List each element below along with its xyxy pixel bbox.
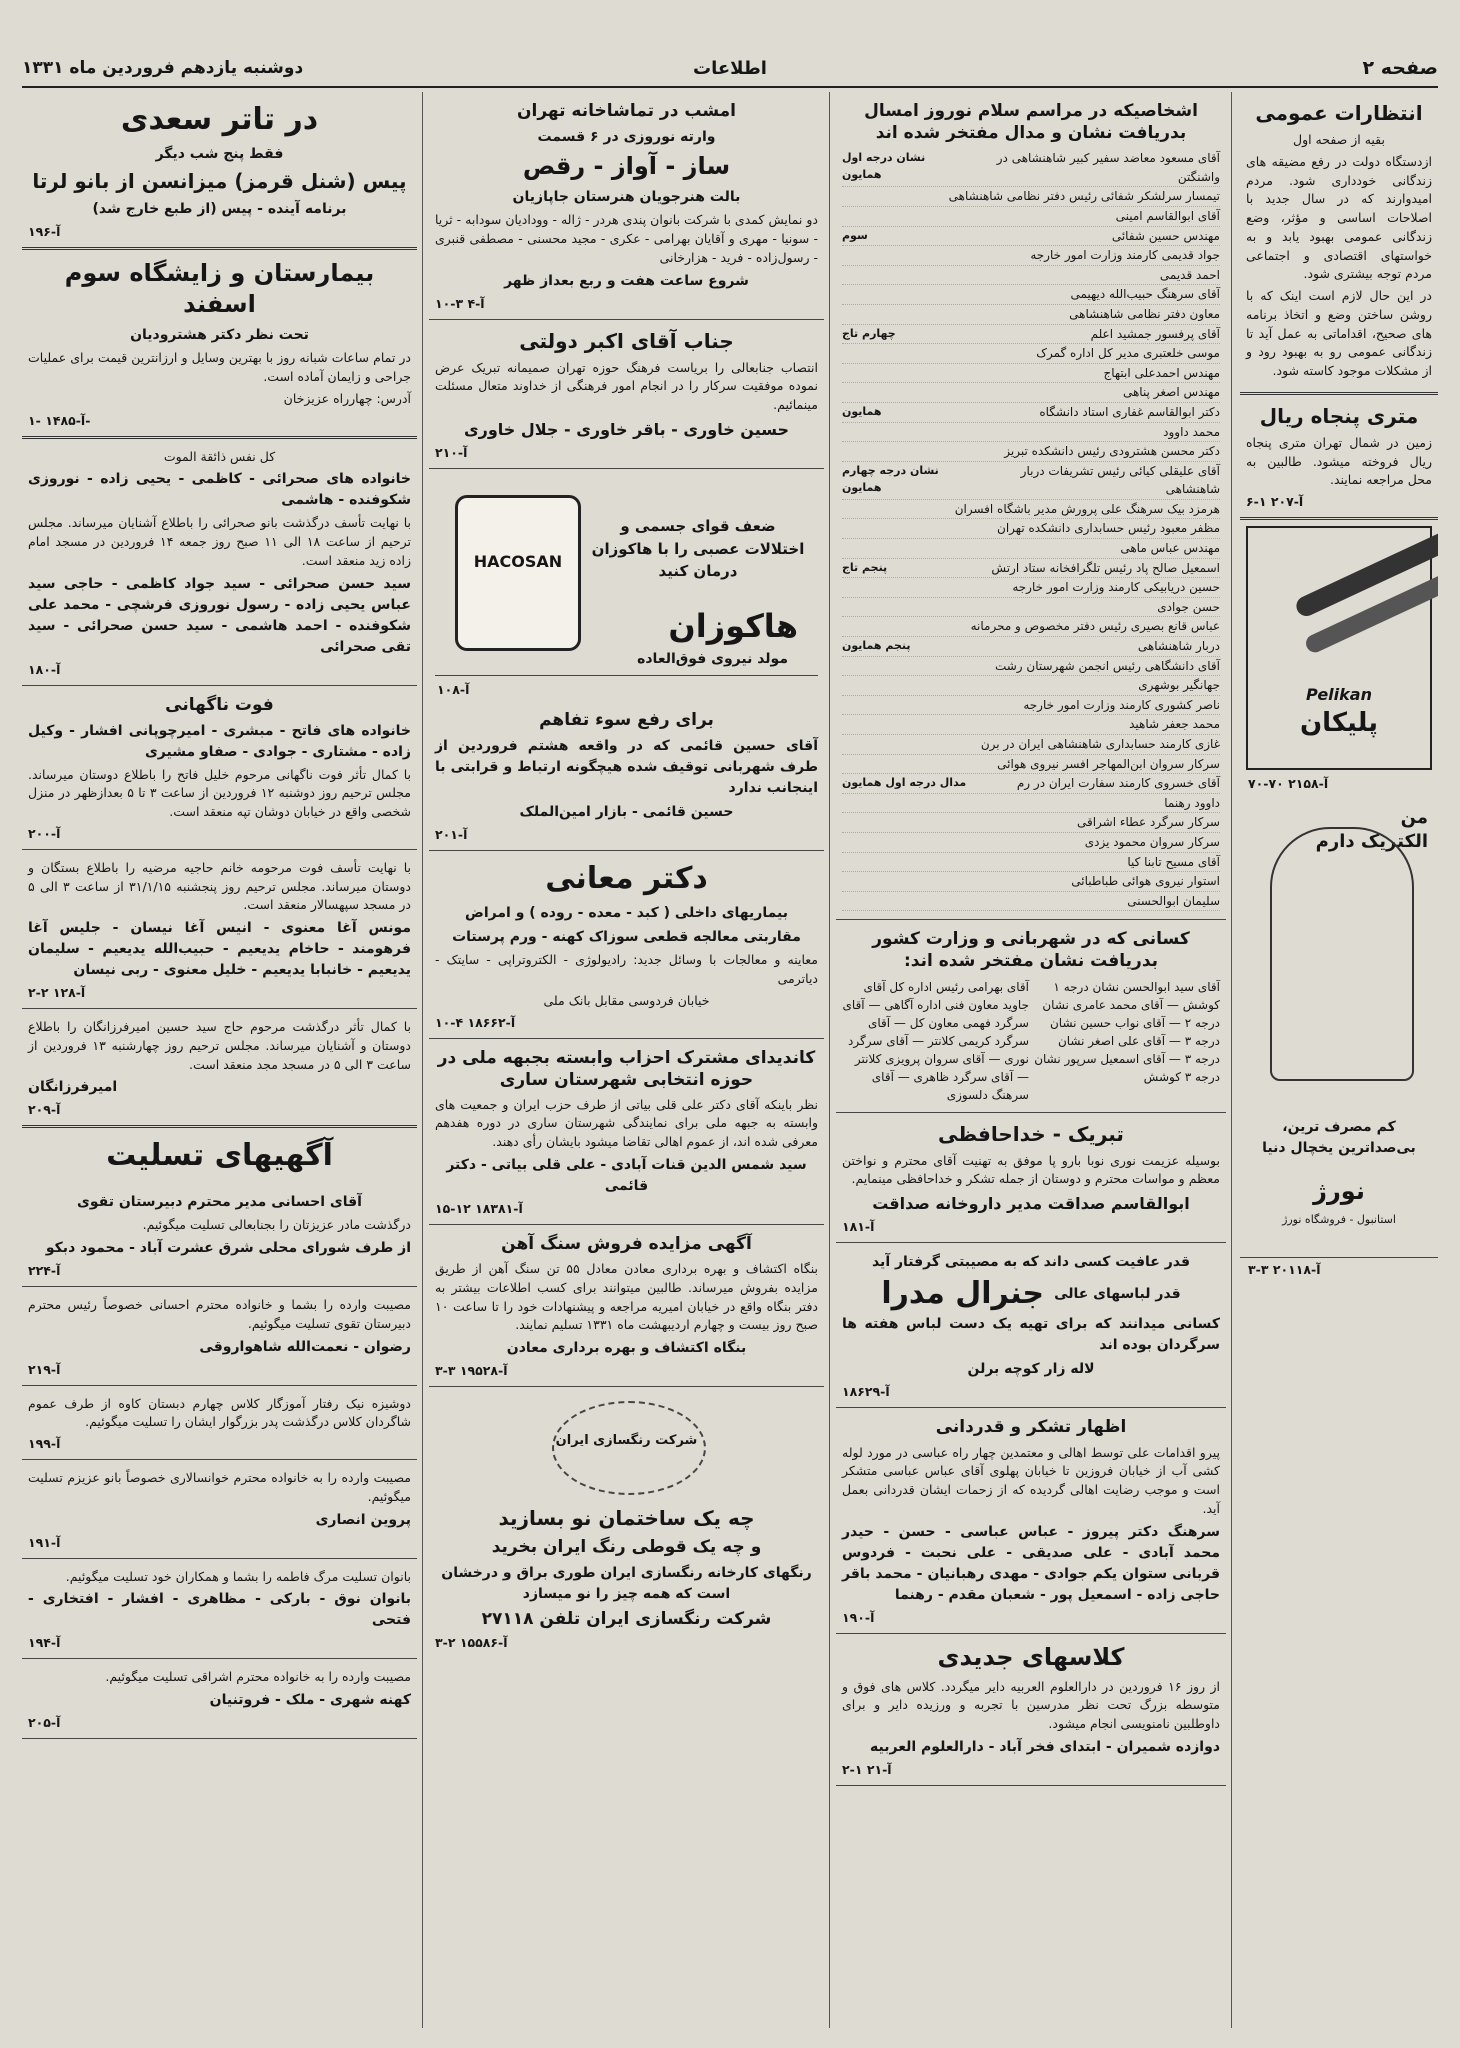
medal-row [842, 794, 1220, 814]
medal-grade: نشان درجه اول همایون [842, 151, 926, 182]
page-number: صفحه ۲ [1362, 57, 1438, 79]
column-4 [22, 92, 417, 2028]
notice-body: آقای حسین قائمی که در واقعه هشتم فروردین از طرف شهربانی توقیف شده هیچگونه ارتباط و قرابتی با اینجانب ندارد [435, 738, 818, 797]
medal-row [842, 559, 1220, 579]
ad-headline: چه یک ساختمان نو بسازید [498, 1506, 755, 1531]
medal-grade: سوم [842, 228, 868, 242]
tin-label: HACOSAN [473, 552, 563, 572]
saadi-theater-ad [22, 92, 417, 250]
ad-title: تبریک - خداحافظی [938, 1121, 1124, 1146]
land-ad [1240, 395, 1438, 520]
ad-ref: آ-۲۰۱۱۸ ۳-۳ [1248, 1262, 1321, 1277]
column-rule [829, 92, 830, 2028]
medal-row [842, 637, 1220, 657]
condolence-item [22, 1559, 417, 1660]
ad-ref: آ-۱۵۵۸۶ ۲-۳ [435, 1635, 508, 1651]
ad-title: متری پنجاه ریال [1259, 403, 1419, 428]
paper-name: اطلاعات [693, 57, 767, 79]
medal-recipient: سرکار سرگرد عطاء اشراقی [1076, 815, 1220, 830]
medal-recipient: آقای ابوالقاسم امینی [1115, 208, 1220, 223]
notice-body: با کمال تأثر درگذشت مرحوم حاج سید حسین امیرفرزانگان را باطلاع دوستان و آشنایان میرساند. مجلس ترحیم روز چهارشنبه ۱۳ فروردین از ساعت ۳ الی ۵ در مسجد مجد منعقد است. [28, 1019, 412, 1072]
medal-row [842, 305, 1220, 325]
notice-body: با نهایت تأسف فوت مرحومه خانم حاجیه مرضیه را باطلاع بستگان و دوستان میرساند. مجلس ترحیم روز پنجشنبه ۳۱/۱/۱۵ از ساعت ۳ الی ۵ در مسجد سپهسالار منعقد است. [28, 859, 411, 913]
tehran-theater-ad [429, 92, 824, 320]
medal-recipient: معاون دفتر نظامی شاهنشاهی [1069, 306, 1220, 321]
notice-signature: سید حسن صحرائی - سید جواد کاظمی - حاجی سید عباس یحیی زاده - رسول نوروزی فرشچی - محمد علی شکوفنده - احمد هاشمی - سید حسن صحرائی - سید تقی صحرائی [28, 575, 411, 655]
medal-grade: پنجم تاج [842, 560, 888, 574]
medal-recipient: مهندس اصغر پناهی [1122, 385, 1220, 400]
mourning-notice [22, 1009, 417, 1128]
column-2 [836, 92, 1226, 2028]
ad-body: بوسیله عزیمت نوری نوبا بارو پا موفق به تهنیت آقای محترم و نواختن معظم و مواسات محترم و دوستان از جمله تشکر و خداحافظی مینمایم. [842, 1152, 1220, 1187]
mourning-notice [22, 850, 417, 1009]
brand-name: هاکوزان [668, 607, 798, 646]
ad-ref: آ-۱۸۶۶۲ ۴-۱۰ [435, 1014, 516, 1030]
medal-row [842, 735, 1220, 755]
medal-row [842, 813, 1220, 833]
medal-recipient: آقای مسیح تابنا کیا [1127, 854, 1220, 869]
article-body: ازدستگاه دولت در رفع مضیقه های زندگانی خودداری شود. مردم امیدوارند که در سال جدید با اصلاحات اساسی و مؤثر، وضع زندگانی عمومی بهبود یابد و به خواستهای اقتصادی و اجتماعی مردم توجه بیشتری شود. [1246, 153, 1432, 282]
ad-signature: حسین خاوری - باقر خاوری - جلال خاوری [463, 419, 790, 439]
medal-grade: نشان درجه چهارم همایون [842, 463, 939, 494]
ad-headline: پیس (شنل قرمز) میزانسن از بانو لرتا [32, 169, 407, 193]
medal-recipient: استوار نیروی هوائی طباطبائی [1071, 874, 1220, 889]
medal-recipient: غازی کارمند حسابداری شاهنشاهی ایران در برن [980, 737, 1220, 751]
ad-line: قدر عافیت کسی داند که به مصیبتی گرفتار آید [871, 1254, 1191, 1271]
medal-grade: همایون [842, 404, 882, 418]
medal-recipient: دکتر ابوالقاسم غفاری استاد دانشگاه [1039, 404, 1220, 419]
column-rule [422, 92, 423, 2028]
ad-headline: و چه یک قوطی رنگ ایران بخرید [491, 1537, 762, 1558]
condolence-section [22, 1136, 417, 1739]
medal-recipient: اسمعیل صالح پاد رئیس تلگرافخانه ستاد ارتش [991, 560, 1220, 575]
article-body: در این حال لازم است اینک که با روشن ساختن وضع و اتخاذ برنامه های صحیح، اقداماتی به عمل آید تا زندگانی عمومی رو به بهبود رود و از مشکلات موجود کاسته شود. [1246, 288, 1432, 378]
medal-row [842, 774, 1220, 794]
doctor-name: دکتر معانی [545, 861, 708, 897]
notice-signature: امیرفرزانگان [28, 1079, 118, 1096]
condolence-ref: آ-۱۹۱ [28, 1534, 61, 1550]
medal-recipient: هرمزد بیک سرهنگ علی پرورش مدیر باشگاه افسران [954, 501, 1220, 516]
ad-sub: وارته نوروزی در ۶ قسمت [537, 129, 716, 146]
medal-recipient: دکتر محسن هشترودی رئیس دانشکده تبریز [1004, 444, 1220, 459]
ad-ref: آ-۱۸۶۲۹ [842, 1384, 890, 1400]
ad-ref: آ-۱۸۱ [842, 1219, 875, 1235]
ad-body: زمین در شمال تهران متری پنجاه ریال فروخته میشود. طالبین به محل مراجعه نمایند. [1246, 434, 1432, 488]
notice-sub: خانواده های فاتح - مبشری - امیرچوپانی افشار - وکیل زاده - مشتاری - جوادی - صفاو مشیری [28, 722, 411, 760]
article-sub: بقیه از صفحه اول [1292, 132, 1385, 147]
medal-row [842, 325, 1220, 345]
notice-body: با نهایت تأسف درگذشت بانو صحرائی را باطلاع آشنایان میرساند. مجلس ترحیم از ساعت ۱۸ الی ۱۱ صبح روز جمعه ۱۴ فروردین در مسجد امام زاده زید منعقد است. [28, 515, 411, 568]
congrats-ad [836, 1113, 1226, 1244]
ad-body: در تمام ساعات شبانه روز با بهترین وسایل و ارزانترین قیمت برای عملیات جراحی و زایمان آماده است. [28, 350, 411, 385]
issue-date: دوشنبه یازدهم فروردین ماه ۱۳۳۱ [22, 58, 304, 78]
condolence-ref: آ-۱۹۹ [28, 1436, 61, 1452]
ad-ref: آ-۱۹۵۲۸ ۳-۳ [435, 1363, 508, 1379]
ad-title: کاندیدای مشترک احزاب وابسته بجبهه ملی در حوزه انتخابی شهرستان ساری [437, 1047, 816, 1090]
medal-row [842, 696, 1220, 716]
ad-ref: آ-۴ ۳-۱۰ [435, 295, 485, 311]
ad-address: لاله زار کوچه برلن [967, 1361, 1095, 1378]
medal-row [842, 149, 1220, 187]
condolence-ref: آ-۲۱۹ [28, 1361, 61, 1377]
ad-title: آگهی مزایده فروش سنگ آهن [501, 1233, 752, 1254]
medal-row [842, 598, 1220, 618]
condolence-item [22, 1183, 417, 1287]
ad-ref: آ-۱۲۸ ۲-۲ [28, 985, 86, 1001]
ad-body: از روز ۱۶ فروردین در دارالعلوم العربیه دایر میگردد. کلاس های فوق و متوسطه بزرگ تحت نظر مدرسین با تجربه و ورزیده دایر و برای داوطلبین نامنویسی انجام میشود. [842, 1678, 1220, 1732]
medal-recipient: محمد داوود [1163, 424, 1220, 439]
mourning-notice [22, 686, 417, 850]
medal-recipient: دربار شاهنشاهی [1137, 639, 1220, 654]
ad-body: بنگاه اکتشاف و بهره برداری معادن معادل ۵۵ تن سنگ آهن از طریق مزایده بفروش میرساند. طالبین میتوانند برای کسب اطلاعات بیشتر به دفتر بنگاه واقع در خیابان امیریه مراجعه و پیشنهادات خود را تا ساعت ۱۰ صبح روز بیست و چهارم اردیبهشت ماه ۱۳۳۱ تسلیم نمایند. [435, 1261, 818, 1333]
ad-ref: آ-۲۱۵۸ ۷۰-۷۰ [1248, 776, 1329, 791]
medal-recipient: آقای خسروی کارمند سفارت ایران در رم [1016, 776, 1220, 791]
notice-signature: حسین قائمی - بازار امین‌الملک [519, 804, 734, 821]
ad-ref: آ-۲۰۱ [435, 827, 468, 843]
condolence-sign: پروین انصاری [315, 1511, 411, 1528]
medal-row [842, 285, 1220, 305]
article-title: انتظارات عمومی [1255, 101, 1423, 125]
ad-ref: آ-۱۴۸۵ -۱- [28, 412, 91, 428]
condolence-list [22, 1183, 417, 1739]
ad-ref: آ-۱۰۸ [437, 682, 470, 698]
thanks-ad [836, 1408, 1226, 1633]
column-rule [1231, 92, 1232, 2028]
norge-fridge-ad [1240, 797, 1438, 1258]
classes-ad [836, 1634, 1226, 1786]
ad-title: امشب در تماشاخانه تهران [516, 101, 737, 121]
medal-row [842, 266, 1220, 286]
medal-recipient: آقای علیقلی کیائی رئیس تشریفات دربار شاهنشاهی [1020, 463, 1220, 497]
ad-ref: آ-۲۰۰ [28, 825, 61, 841]
condolence-title: آقای احسانی مدیر محترم دبیرستان تقوی [77, 1194, 362, 1211]
brand-name: نورژ [1313, 1177, 1365, 1205]
ad-line: بیماریهای داخلی ( کبد - معده - روده ) و امراض [465, 905, 788, 922]
medal-row [842, 462, 1220, 500]
condolence-sign: بانوان نوق - بارکی - مظاهری - افشار - افتخاری - فتحی [28, 1591, 411, 1629]
condolence-sign: رضوان - نعمت‌الله شاهواروقی [199, 1338, 411, 1355]
ad-footer: شرکت رنگسازی ایران تلفن ۲۷۱۱۸ [481, 1609, 772, 1630]
ad-line: برنامه آینده - پیس (از طبع خارج شد) [92, 201, 347, 217]
condolence-body: مصیبت وارده را به خانواده محترم خوانسالاری خصوصاً بانو عزیزم تسلیت میگوئیم. [28, 1470, 411, 1504]
brand-name: جنرال مدرا [881, 1276, 1045, 1312]
ad-line: من [1400, 807, 1428, 828]
medal-row [842, 657, 1220, 677]
iran-paint-ad [429, 1387, 824, 1658]
article-title: اشخاصیکه در مراسم سلام نوروز امسال بدریافت نشان و مدال مفتخر شده اند [864, 101, 1198, 144]
medal-recipient: مهندس عباس ماهی [1120, 541, 1220, 556]
ad-line: قدر لباسهای عالی [1054, 1285, 1181, 1302]
police-medals-article [836, 920, 1226, 1112]
condolence-sign: از طرف شورای محلی شرق عشرت آباد - محمود دبکو [45, 1240, 411, 1257]
ad-body: معاینه و معالجات با وسائل جدید: رادیولوژی - الکتروتراپی - سایتک - دیاترمی [435, 952, 818, 987]
ad-signature: سرهنگ دکتر پیروز - عباس عباسی - حسن - حیدر محمد آبادی - علی صدیقی - علی نحبت - فردوس قربانی ستوان یکم جوادی - مهدی رهبانیان - محمد باقر حاجی زاده - اسمعیل پور - شعبان مقدم - رهنما [842, 1523, 1220, 1603]
ad-ref: آ-۱۹۰ [842, 1609, 875, 1625]
ad-sub: تحت نظر دکتر هشترودیان [130, 327, 309, 344]
notice-title: خانواده های صحرائی - کاظمی - یحیی زاده - نوروزی شکوفنده - هاشمی [28, 471, 411, 509]
ad-line: کسانی میدانند که برای تهیه یک دست لباس هفته ها سرگردان بوده اند [842, 1316, 1220, 1354]
medal-row [842, 442, 1220, 462]
medal-grade: چهارم تاج [842, 326, 896, 340]
medal-row [842, 344, 1220, 364]
misunderstanding-notice [429, 701, 824, 851]
pelikan-pen-ad [1246, 526, 1432, 770]
dowlati-ad [429, 320, 824, 470]
ad-signature: سید شمس الدین قنات آبادی - علی قلی بیاتی - دکتر قائمی [446, 1156, 807, 1194]
column-3 [429, 92, 824, 2028]
emblem-text: شرکت رنگسازی ایران [555, 1433, 698, 1449]
general-modara-ad [836, 1243, 1226, 1408]
masthead [22, 50, 1438, 88]
medal-row [842, 755, 1220, 775]
ad-address: دوازده شمیران - ابتدای فخر آباد - دارالعلوم العربیه [870, 1738, 1220, 1755]
medal-recipient: آقای سرهنگ حبیب‌الله دیهیمی [1070, 287, 1220, 302]
ad-line: کم مصرف ترین، بی‌صداترین یخچال دنیا [1262, 1119, 1416, 1156]
condolence-body: مصیبت وارده را بشما و خانواده محترم احسانی خصوصاً رئیس محترم دبیرستان تقوی تسلیت میگوئیم. [28, 1297, 411, 1331]
medal-row [842, 187, 1220, 207]
medal-row [842, 246, 1220, 266]
doctor-ad [429, 851, 824, 1038]
condolence-ref: آ-۲۰۵ [28, 1715, 61, 1731]
medal-recipient: موسی خلعتبری مدیر کل اداره گمرک [1036, 346, 1220, 361]
column-1 [1240, 92, 1438, 2028]
notice-title: فوت ناگهانی [165, 694, 274, 715]
ad-ref: آ-۲۰۹ [28, 1102, 61, 1118]
ad-address: استانبول - فروشگاه نورژ [1282, 1213, 1396, 1226]
medal-row [842, 892, 1220, 912]
ad-signature: ابوالقاسم صداقت مدیر داروخانه صداقت [872, 1194, 1190, 1214]
medal-row [842, 423, 1220, 443]
ad-headline: ساز - آواز - رقص [522, 152, 731, 181]
medal-row [842, 833, 1220, 853]
medal-row [842, 676, 1220, 696]
ad-ref: آ-۱۹۶ [28, 224, 61, 239]
emblem-ring-icon [552, 1401, 706, 1495]
condolence-ref: آ-۲۲۴ [28, 1263, 61, 1279]
ad-address: آدرس: چهارراه عزیزخان [283, 390, 411, 406]
condolence-body: مصیبت وارده را به خانواده محترم اشراقی تسلیت میگوئیم. [105, 1669, 411, 1685]
medal-recipient: سرکار سروان محمود یزدی [1084, 834, 1220, 849]
ad-body: پیرو اقدامات علی توسط اهالی و معتمدین چهار راه عباسی در مورد لوله کشی آب از خیابان فروزین تا خیابان پهلوی آقای عباس عباسی متشکر است و موجب رضایت اهالی گردیده که از زحمات ایشان قدردانی بعمل آید. [842, 1444, 1220, 1516]
ad-line: مقاربتی معالجه قطعی سوزاک کهنه - ورم پرستات [452, 929, 801, 946]
notice-body: با کمال تأثر فوت ناگهانی مرحوم خلیل فاتح را باطلاع دوستان میرساند. مجلس ترحیم روز دوشنبه ۱۲ فروردین از ساعت ۳ تا ۵ بعدازظهر در منزل شخصی واقع در خیابان دوشان تپه منعقد است. [28, 766, 411, 820]
public-views-article [1240, 92, 1438, 395]
medal-row [842, 227, 1220, 247]
medal-recipient: سلیمان ابوالحسنی [1127, 893, 1220, 908]
condolence-body: دوشیزه نیک رفتار آموزگار کلاس چهارم دبستان کاوه از طرف عموم شاگردان کلاس درگذشت پدر بزرگوار ایشان را تسلیت میگوئیم. [28, 1395, 411, 1430]
candidate-ad [429, 1039, 824, 1225]
ad-address: خیابان فردوسی مقابل بانک ملی [543, 992, 710, 1008]
ad-title: اظهار تشکر و قدردانی [935, 1417, 1127, 1438]
condolence-sign: کهنه شهری - ملک - فروتنیان [209, 1692, 411, 1709]
medal-recipient: تیمسار سرلشکر شفائی رئیس دفتر نظامی شاهنشاهی [948, 189, 1220, 204]
condolence-item [22, 1659, 417, 1739]
ad-sub: فقط پنج شب دیگر [155, 146, 284, 162]
notice-signature: مونس آغا معنوی - انیس آغا نیسان - جلیس آغا فرهومند - حاخام یدیعیم - حبیب‌الله یدیعیم - سلیمان یدیعیم - خانبابا یدیعیم - خلیل معنوی - ربی نیسان [28, 920, 411, 979]
ad-line: الکتریک دارم [1315, 831, 1428, 852]
paint-emblem [435, 1393, 818, 1503]
medal-grade: مدال درجه اول همایون [842, 776, 967, 790]
medal-recipient: مظفر معبود رئیس حسابداری دانشکده تهران [997, 521, 1220, 536]
notice-top: کل نفس ذائقة الموت [163, 448, 276, 464]
brand-latin: Pelikan [1306, 685, 1372, 704]
medal-recipient: محمد جعفر شاهید [1129, 717, 1220, 732]
medal-row [842, 872, 1220, 892]
medal-row [842, 519, 1220, 539]
condolence-item [22, 1460, 417, 1559]
ad-title: کلاسهای جدیدی [937, 1642, 1125, 1671]
ad-sub: مولد نیروی فوق‌العاده [637, 651, 788, 668]
medal-row [842, 853, 1220, 873]
medal-recipient: آقای مسعود معاضد سفیر کبیر شاهنشاهی در واشنگتن [996, 151, 1220, 184]
medal-recipient: ناصر کشوری کارمند وزارت امور خارجه [1023, 697, 1220, 712]
medal-row [842, 578, 1220, 598]
medals-article [836, 92, 1226, 920]
ad-time: شروع ساعت هفت و ربع بعداز ظهر [504, 272, 749, 289]
ad-body: انتصاب جنابعالی را بریاست فرهنگ حوزه تهران صمیمانه تبریک عرض نموده موفقیت سرکار را در انجام امور فرهنگی از خداوند متعال مسئلت مینمائیم. [435, 359, 818, 413]
medal-row [842, 403, 1220, 423]
woman-illustration-icon [1270, 827, 1414, 1081]
ad-body: رنگهای کارخانه رنگسازی ایران طوری براق و درخشان است که همه چیز را نو میسازد [441, 1565, 812, 1603]
column-text: آقای سید ابوالحسن نشان درجه ۱ کوشش — آقای محمد عامری نشان درجه ۲ — آقای نواب حسین نشان درجه ۳ — آقای علی اصغر نشان درجه ۳ — آقای اسمعیل سرپور نشان درجه ۳ کوشش [1034, 979, 1220, 1084]
section-header: آگهیهای تسلیت [106, 1138, 333, 1174]
medal-recipient: مهندس حسین شفائی [1111, 228, 1220, 243]
ad-ref: آ-۱۸۳۸۱ ۱۲-۱۵ [435, 1200, 523, 1216]
hospital-ad [22, 250, 417, 439]
tin-can-icon [455, 495, 581, 651]
medal-row [842, 383, 1220, 403]
condolence-item [22, 1287, 417, 1386]
ad-ref: آ-۲۱۰ [435, 445, 468, 461]
medal-recipient: جهانگیر بوشهری [1138, 678, 1220, 693]
ad-signature: بنگاه اکتشاف و بهره برداری معادن [506, 1340, 747, 1357]
ad-ref: آ-۲۱ ۱-۲ [842, 1761, 892, 1777]
ad-body: نظر باینکه آقای دکتر علی قلی بیاتی از طرف حزب ایران و جمعیت های وابسته به جبهه ملی برای نمایندگی شهرستان ساری در دوره هفدهم معرفی شده اند، از عموم اهالی تقاضا میشود بایشان رأی دهند. [435, 1096, 818, 1150]
medal-grade: پنجم همایون [842, 639, 911, 653]
medal-recipient: حسین دریابیکی کارمند وزارت امور خارجه [1012, 580, 1220, 595]
medal-recipient: جواد قدیمی کارمند وزارت امور خارجه [1030, 248, 1220, 263]
brand-persian: پلیکان [1299, 708, 1379, 738]
medal-recipient: آقای پرفسور جمشید اعلم [1090, 326, 1220, 341]
ad-title: در تاتر سعدی [120, 102, 319, 137]
medal-row [842, 539, 1220, 559]
iron-ore-auction [429, 1225, 824, 1387]
ad-title: جناب آقای اکبر دولتی [519, 328, 734, 353]
article-title: کسانی که در شهربانی و وزارت کشور بدریافت نشان مفتخر شده اند: [872, 929, 1190, 972]
ad-ref: آ-۱۸۰ [28, 661, 61, 677]
hacosan-ad [435, 475, 818, 676]
ad-body: دو نمایش کمدی با شرکت بانوان پندی هردر - ژاله - وودادیان سودابه - ثریا - سونیا - مهری و آقایان بهرامی - عکری - مجید محسنی - مصطفی قنبری - رسول‌زاده - فرید - هزارخانی [435, 212, 818, 265]
notice-title: برای رفع سوء تفاهم [539, 710, 714, 731]
ad-title: بیمارستان و زایشگاه سوم اسفند [64, 259, 375, 319]
condolence-body: بانوان تسلیت مرگ فاطمه را بشما و همکاران خود تسلیت میگوئیم. [65, 1568, 411, 1584]
mourning-notice [22, 439, 417, 686]
medal-recipient: مهندس احمدعلی ابتهاج [1103, 365, 1220, 380]
medal-row [842, 617, 1220, 637]
ad-slogan: ضعف قوای جسمی و اختلالات عصبی را با هاکوزان درمان کنید [591, 517, 805, 581]
medal-row [842, 364, 1220, 384]
medal-recipient: آقای دانشگاهی رئیس انجمن شهرستان رشت [994, 658, 1220, 673]
condolence-item [22, 1386, 417, 1461]
medal-recipient: حسن جوادی [1157, 599, 1220, 614]
medal-recipient: سرکار سروان ابن‌المهاجر افسر نیروی هوائی [997, 756, 1220, 771]
medal-row [842, 715, 1220, 735]
medal-recipient: عباس قانع بصیری رئیس دفتر مخصوص و محرمانه [970, 619, 1220, 634]
ad-line: بالت هنرجویان هنرستان جاپازیان [512, 189, 741, 206]
column-text: آقای بهرامی رئیس اداره کل آقای جاوید معاون فنی اداره آگاهی — آقای سرگرد فهمی معاون کل — آقای سرگرد کریمی کلانتر — آقای سرگرد نوری — آقای سروان پرویزی کلانتر — آقای سرگرد ظاهری — آقای سرهنگ دلسوزی [842, 979, 1029, 1102]
medal-list [842, 149, 1220, 911]
medal-row [842, 500, 1220, 520]
medal-recipient: داوود رهنما [1164, 795, 1220, 810]
condolence-body: درگذشت مادر عزیزتان را بجنابعالی تسلیت میگوئیم. [142, 1217, 411, 1233]
medal-row [842, 207, 1220, 227]
condolence-ref: آ-۱۹۴ [28, 1635, 61, 1651]
ad-ref: آ-۲۰۷ ۱-۶ [1246, 494, 1304, 509]
medal-recipient: احمد قدیمی [1159, 267, 1220, 282]
